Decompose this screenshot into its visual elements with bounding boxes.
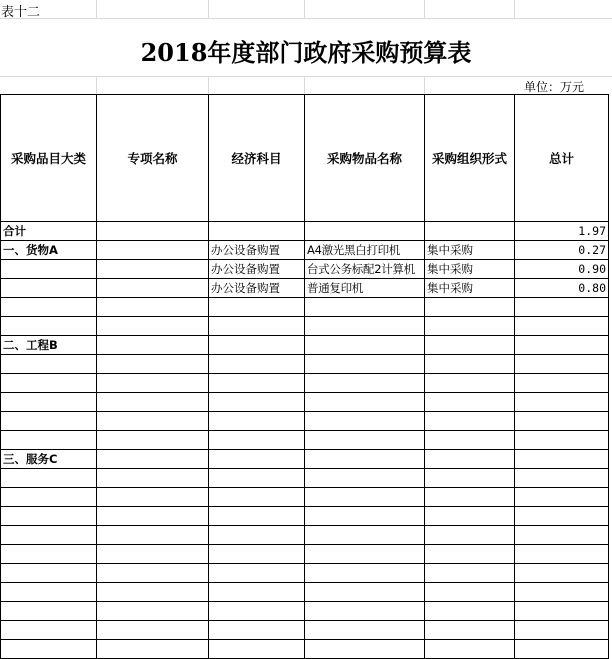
special-name-cell xyxy=(97,583,209,602)
item-name-cell xyxy=(305,450,425,469)
item-name-cell: A4激光黑白打印机 xyxy=(305,241,425,260)
procurement-form-cell xyxy=(425,336,515,355)
category-cell xyxy=(1,526,97,545)
procurement-form-cell xyxy=(425,317,515,336)
total-cell xyxy=(515,526,609,545)
grid-line xyxy=(514,0,515,18)
total-cell xyxy=(515,469,609,488)
special-name-cell xyxy=(97,336,209,355)
item-name-cell: 台式公务标配2计算机 xyxy=(305,260,425,279)
table-row xyxy=(1,279,609,298)
item-name-cell xyxy=(305,469,425,488)
header-category: 采购品目大类 xyxy=(1,95,97,222)
procurement-form-cell: 集中采购 xyxy=(425,260,515,279)
total-cell xyxy=(515,621,609,640)
item-name-cell: 普通复印机 xyxy=(305,279,425,298)
economic-subject-cell xyxy=(209,355,305,374)
procurement-form-cell xyxy=(425,469,515,488)
category-cell: 二、工程B xyxy=(1,336,97,355)
economic-subject-cell xyxy=(209,545,305,564)
category-cell xyxy=(1,621,97,640)
total-cell xyxy=(515,450,609,469)
total-cell xyxy=(515,336,609,355)
category-cell xyxy=(1,412,97,431)
item-name-cell xyxy=(305,412,425,431)
procurement-form-cell: 集中采购 xyxy=(425,241,515,260)
special-name-cell xyxy=(97,222,209,241)
grid-line xyxy=(424,0,425,18)
procurement-form-cell xyxy=(425,526,515,545)
table-row xyxy=(1,431,609,450)
economic-subject-cell xyxy=(209,583,305,602)
special-name-cell xyxy=(97,602,209,621)
category-cell: 一、货物A xyxy=(1,241,97,260)
header-economic-subject: 经济科目 xyxy=(209,95,305,222)
economic-subject-cell xyxy=(209,469,305,488)
total-cell xyxy=(515,640,609,659)
header-row xyxy=(1,95,609,222)
economic-subject-cell xyxy=(209,564,305,583)
sheet-label: 表十二 xyxy=(1,5,41,20)
table-row xyxy=(1,583,609,602)
economic-subject-cell xyxy=(209,488,305,507)
grid-line xyxy=(304,76,305,94)
item-name-cell xyxy=(305,488,425,507)
table-row xyxy=(1,507,609,526)
total-cell xyxy=(515,431,609,450)
total-cell: 0.80 xyxy=(515,279,609,298)
procurement-form-cell xyxy=(425,431,515,450)
economic-subject-cell xyxy=(209,526,305,545)
special-name-cell xyxy=(97,469,209,488)
item-name-cell xyxy=(305,602,425,621)
total-cell: 0.27 xyxy=(515,241,609,260)
special-name-cell xyxy=(97,507,209,526)
economic-subject-cell xyxy=(209,621,305,640)
category-cell xyxy=(1,260,97,279)
total-cell xyxy=(515,393,609,412)
table-row xyxy=(1,374,609,393)
table-row xyxy=(1,640,609,659)
total-cell xyxy=(515,564,609,583)
total-cell xyxy=(515,298,609,317)
special-name-cell xyxy=(97,621,209,640)
procurement-form-cell xyxy=(425,488,515,507)
special-name-cell xyxy=(97,374,209,393)
table-row xyxy=(1,602,609,621)
category-cell xyxy=(1,374,97,393)
page-title: 2018年度部门政府采购预算表 xyxy=(140,38,472,67)
economic-subject-cell xyxy=(209,336,305,355)
category-cell xyxy=(1,640,97,659)
economic-subject-cell xyxy=(209,374,305,393)
procurement-form-cell xyxy=(425,393,515,412)
table-row xyxy=(1,526,609,545)
grid-line xyxy=(96,0,97,18)
category-cell xyxy=(1,431,97,450)
grid-line xyxy=(208,0,209,18)
item-name-cell xyxy=(305,545,425,564)
procurement-form-cell xyxy=(425,374,515,393)
economic-subject-cell xyxy=(209,431,305,450)
category-cell xyxy=(1,583,97,602)
special-name-cell xyxy=(97,545,209,564)
grid-line xyxy=(424,76,425,94)
unit-label: 单位：万元 xyxy=(523,80,584,94)
header-item-name: 采购物品名称 xyxy=(305,95,425,222)
special-name-cell xyxy=(97,412,209,431)
procurement-form-cell xyxy=(425,450,515,469)
category-cell xyxy=(1,355,97,374)
table-row xyxy=(1,621,609,640)
procurement-form-cell: 集中采购 xyxy=(425,279,515,298)
table-row xyxy=(1,222,609,241)
special-name-cell xyxy=(97,393,209,412)
special-name-cell xyxy=(97,431,209,450)
table-row xyxy=(1,260,609,279)
economic-subject-cell xyxy=(209,317,305,336)
economic-subject-cell: 办公设备购置 xyxy=(209,241,305,260)
procurement-form-cell xyxy=(425,222,515,241)
special-name-cell xyxy=(97,317,209,336)
total-cell xyxy=(515,602,609,621)
item-name-cell xyxy=(305,621,425,640)
economic-subject-cell xyxy=(209,393,305,412)
economic-subject-cell xyxy=(209,450,305,469)
table-row xyxy=(1,488,609,507)
item-name-cell xyxy=(305,317,425,336)
category-cell xyxy=(1,393,97,412)
procurement-form-cell xyxy=(425,298,515,317)
total-cell xyxy=(515,488,609,507)
special-name-cell xyxy=(97,640,209,659)
special-name-cell xyxy=(97,450,209,469)
header-total: 总计 xyxy=(515,95,609,222)
item-name-cell xyxy=(305,374,425,393)
procurement-form-cell xyxy=(425,602,515,621)
grid-line xyxy=(208,76,209,94)
procurement-form-cell xyxy=(425,545,515,564)
header-special-name: 专项名称 xyxy=(97,95,209,222)
grid-line xyxy=(0,18,612,19)
category-cell xyxy=(1,545,97,564)
category-cell xyxy=(1,488,97,507)
grid-line xyxy=(304,0,305,18)
procurement-form-cell xyxy=(425,583,515,602)
economic-subject-cell xyxy=(209,222,305,241)
special-name-cell xyxy=(97,564,209,583)
item-name-cell xyxy=(305,507,425,526)
special-name-cell xyxy=(97,241,209,260)
table-row xyxy=(1,241,609,260)
grid-line xyxy=(96,76,97,94)
economic-subject-cell: 办公设备购置 xyxy=(209,279,305,298)
table-row xyxy=(1,336,609,355)
procurement-form-cell xyxy=(425,412,515,431)
table-row xyxy=(1,393,609,412)
category-cell: 合计 xyxy=(1,222,97,241)
category-cell xyxy=(1,507,97,526)
item-name-cell xyxy=(305,393,425,412)
total-cell xyxy=(515,355,609,374)
table-row xyxy=(1,545,609,564)
economic-subject-cell: 办公设备购置 xyxy=(209,260,305,279)
total-cell xyxy=(515,545,609,564)
total-cell: 0.90 xyxy=(515,260,609,279)
category-cell: 三、服务C xyxy=(1,450,97,469)
total-cell xyxy=(515,317,609,336)
economic-subject-cell xyxy=(209,298,305,317)
special-name-cell xyxy=(97,355,209,374)
table-row xyxy=(1,317,609,336)
item-name-cell xyxy=(305,583,425,602)
economic-subject-cell xyxy=(209,507,305,526)
economic-subject-cell xyxy=(209,412,305,431)
item-name-cell xyxy=(305,222,425,241)
special-name-cell xyxy=(97,488,209,507)
table-row xyxy=(1,298,609,317)
item-name-cell xyxy=(305,526,425,545)
total-cell xyxy=(515,374,609,393)
item-name-cell xyxy=(305,298,425,317)
grid-line xyxy=(0,76,612,77)
item-name-cell xyxy=(305,355,425,374)
procurement-form-cell xyxy=(425,621,515,640)
category-cell xyxy=(1,279,97,298)
total-cell xyxy=(515,507,609,526)
item-name-cell xyxy=(305,564,425,583)
procurement-form-cell xyxy=(425,640,515,659)
category-cell xyxy=(1,602,97,621)
category-cell xyxy=(1,469,97,488)
item-name-cell xyxy=(305,640,425,659)
total-cell: 1.97 xyxy=(515,222,609,241)
item-name-cell xyxy=(305,336,425,355)
total-cell xyxy=(515,583,609,602)
table-row xyxy=(1,412,609,431)
item-name-cell xyxy=(305,431,425,450)
table-row xyxy=(1,355,609,374)
economic-subject-cell xyxy=(209,602,305,621)
economic-subject-cell xyxy=(209,640,305,659)
category-cell xyxy=(1,564,97,583)
special-name-cell xyxy=(97,526,209,545)
special-name-cell xyxy=(97,260,209,279)
category-cell xyxy=(1,298,97,317)
table-row xyxy=(1,564,609,583)
procurement-form-cell xyxy=(425,355,515,374)
special-name-cell xyxy=(97,298,209,317)
table-row xyxy=(1,450,609,469)
category-cell xyxy=(1,317,97,336)
budget-table xyxy=(0,94,609,659)
table-row xyxy=(1,469,609,488)
procurement-form-cell xyxy=(425,564,515,583)
procurement-form-cell xyxy=(425,507,515,526)
total-cell xyxy=(515,412,609,431)
special-name-cell xyxy=(97,279,209,298)
header-procurement-form: 采购组织形式 xyxy=(425,95,515,222)
